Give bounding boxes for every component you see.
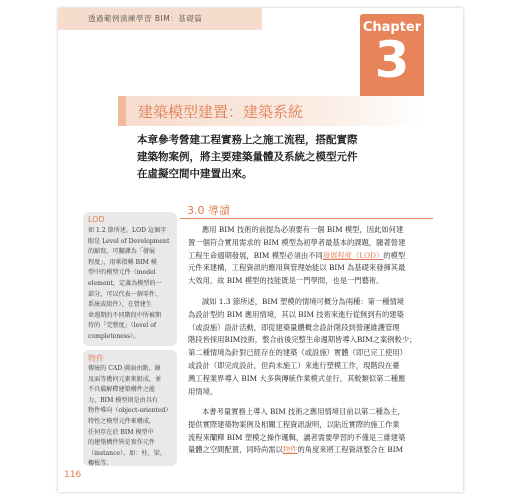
intro-line: 本章參考營建工程實務上之施工流程，搭配實際 bbox=[137, 134, 358, 146]
body-line: 大效用，故 BIM 模型的技能既是一門學問，也是一門藝術。 bbox=[188, 276, 384, 286]
sidebar-line: 樓板等。 bbox=[88, 460, 113, 468]
page-number: 116 bbox=[64, 470, 82, 480]
sidebar-line: 任何存在於 BIM 模型中 bbox=[88, 428, 154, 436]
sidebar-text-lod bbox=[88, 226, 173, 343]
running-header bbox=[58, 8, 262, 30]
section-heading: 3.0 導讀 bbox=[187, 204, 230, 217]
sidebar-line: 系統或組件），在營建生 bbox=[88, 301, 152, 309]
chapter-title: 建築模型建置：建築系統 bbox=[138, 103, 304, 121]
body-line: 流程來闡釋 BIM 塑模之操作邏輯，讀者需要學習的不僅是三維建築 bbox=[188, 432, 406, 442]
sidebar-label-lod: LOD bbox=[88, 215, 105, 224]
sidebar-label-object: 物件 bbox=[88, 354, 104, 363]
body-line-with-highlight bbox=[188, 444, 426, 457]
chapter-title-block bbox=[118, 96, 424, 126]
sidebar-line: 型中的模型元件（model bbox=[88, 269, 156, 277]
sidebar-line: 傳統的 CAD 圖面由點、線 bbox=[88, 365, 161, 372]
paragraph-1 bbox=[188, 224, 426, 288]
body-line: 或設計（即完成設計，但尚未施工）來進行塑模工作，現階段在臺 bbox=[188, 360, 400, 370]
sidebar-line: 物件導向（object-oriented） bbox=[88, 407, 172, 415]
running-header-title: 透過範例演練學習 BIM：基礎篇 bbox=[88, 14, 203, 23]
sidebar-line: 命週期的不同階段中所被期 bbox=[88, 311, 162, 319]
section-heading-bar bbox=[180, 204, 433, 219]
sidebar-line: 的縮寫，可翻譯為「發展 bbox=[88, 248, 156, 256]
sidebar-note-lod bbox=[83, 212, 177, 346]
paragraph-3 bbox=[188, 406, 426, 457]
body-line-part: 量體之空間配置，同時尚需以物件的角度來將工程資訊整合在 BIM bbox=[188, 445, 404, 455]
chapter-intro bbox=[137, 132, 417, 183]
body-line: （或設施）設計活動，即從建築量體概念設計階段到營運維護管理 bbox=[188, 322, 400, 332]
intro-line: 建築物案例，將主要建築量體及系統之模型元件 bbox=[137, 151, 358, 163]
body-line-part: 工程生命週期發展，BIM 模型必須由不同發展程度（LOD）的模型 bbox=[188, 250, 406, 260]
body-line: 第二種情境為針對已經存在的建築（或設施）實體（即已完工使用） bbox=[188, 348, 407, 358]
body-line: 灣工程業界導入 BIM 大多與傳統作業模式並行，其較類似第二種應 bbox=[188, 373, 406, 383]
highlighted-term: 物件 bbox=[282, 445, 298, 455]
sidebar-line: 待的「完整度」（level of bbox=[88, 322, 157, 330]
sidebar-text-object bbox=[88, 364, 173, 470]
sidebar-line: 特性之模型元件來構成， bbox=[88, 417, 156, 425]
body-line: 提供實際建築物案例及相關工程資訊說明，以貼近實際的施工作業 bbox=[188, 419, 400, 429]
highlighted-term: 發展程度（LOD） bbox=[322, 250, 384, 260]
sidebar-line: 及面等幾何元素來組成，並 bbox=[88, 375, 162, 383]
body-line: 置一個符合實用需求的 BIM 模型為初學者最基本的課題，隨著營建 bbox=[188, 237, 406, 247]
body-line: 元件來建構，工程資訊的應用與管理始能以 BIM 為基礎來發揮其最 bbox=[188, 263, 406, 273]
sidebar-line: 如 1.2 節所述，LOD 這個字 bbox=[88, 227, 167, 234]
intro-line: 在虛擬空間中建置出來。 bbox=[137, 168, 253, 180]
title-accent-bar bbox=[118, 96, 126, 126]
chapter-badge bbox=[360, 14, 424, 101]
body-line-with-highlight bbox=[188, 250, 426, 263]
chapter-word: Chapter bbox=[362, 20, 422, 35]
sidebar-line: 不具備解釋建築構件之能 bbox=[88, 386, 156, 394]
body-line: 階段皆採用BIM技術，整合前後完整生命週期皆導入BIM之案例較少； bbox=[188, 335, 417, 345]
sidebar-line: 程度」，用來指稱 BIM 模 bbox=[88, 258, 157, 266]
sidebar-line: completeness）。 bbox=[88, 332, 140, 340]
sidebar-line: element，定義為模型的一 bbox=[88, 279, 162, 287]
chapter-number: 3 bbox=[374, 31, 410, 89]
paragraph-2 bbox=[188, 296, 426, 398]
body-line: 用情境。 bbox=[188, 386, 218, 396]
sidebar-note-object bbox=[83, 350, 177, 466]
body-line: 本書考量實務上導入 BIM 技術之應用情境目前以第二種為主， bbox=[202, 407, 405, 416]
sidebar-line: 力，BIM 模型則是由具有 bbox=[88, 396, 158, 404]
sidebar-line: （instance），如：柱、梁、 bbox=[88, 449, 166, 457]
body-line: 應用 BIM 技術的前提為必須要有一個 BIM 模型，因此如何建 bbox=[202, 225, 404, 234]
body-line: 誠如 1.3 節所述，BIM 塑模的情境可概分為兩種：第一種情境 bbox=[202, 297, 405, 306]
sidebar-line: 部分，可以代表一個零件、 bbox=[88, 290, 162, 298]
sidebar-line: 眼是 Level of Development bbox=[88, 237, 170, 245]
sidebar-line: 的建築構件皆是實作元件 bbox=[88, 439, 156, 447]
body-line: 為設計型的 BIM 應用情境，其以 BIM 技術來進行從無到有的建築 bbox=[188, 309, 404, 319]
